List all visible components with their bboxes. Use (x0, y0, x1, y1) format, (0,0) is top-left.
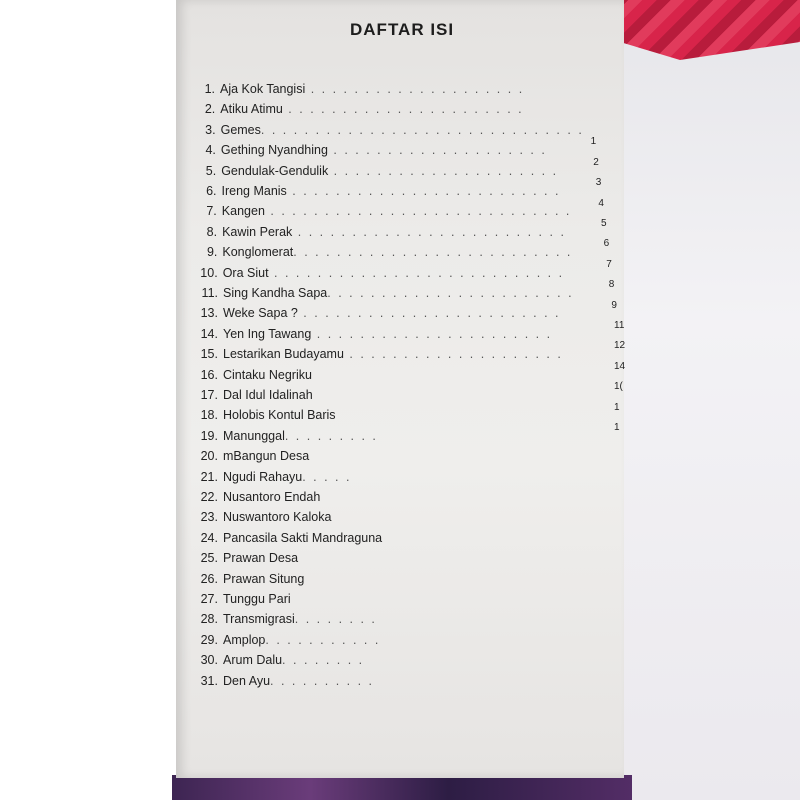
toc-entry-number: 30. (200, 653, 218, 668)
toc-entry (190, 184, 630, 202)
toc-entry-title: Pancasila Sakti Mandraguna (223, 530, 383, 545)
toc-entry-title: Manunggal (223, 428, 285, 443)
toc-entry-title: Nusantoro Endah (223, 490, 321, 504)
toc-entry-leader-dots: . . . . . . . . . . . . . . . . . . . . . . . . . . (293, 245, 573, 260)
toc-entry-title: Transmigrasi (223, 612, 295, 627)
toc-entry-title: Gething Nyandhing (220, 143, 328, 158)
toc-entry-number: 18. (200, 408, 218, 423)
toc-entry-page-number: 6 (603, 238, 610, 250)
toc-entry (190, 245, 630, 263)
toc-entry (191, 449, 631, 467)
toc-entry-title: Atiku Atimu (220, 102, 283, 117)
toc-entry (191, 572, 631, 590)
toc-entry-title: Ora Siut (222, 265, 269, 280)
toc-entry (191, 633, 631, 651)
toc-entry-number: 29. (200, 632, 218, 647)
toc-entry-title: Arum Dalu (223, 653, 283, 668)
toc-entry-page-number: 1( (614, 381, 623, 393)
toc-entry-number: 7. (206, 204, 217, 219)
toc-entry-page-number: 9 (611, 299, 617, 311)
toc-entry-title: Holobis Kontul Baris (223, 408, 336, 423)
toc-entry-number: 25. (200, 551, 218, 566)
toc-entry-leader-dots: . . . . . . . . . (284, 428, 378, 443)
toc-entry (191, 551, 631, 569)
toc-entry (191, 531, 631, 549)
toc-entry-number: 11. (201, 286, 218, 300)
toc-entry-leader-dots: . . . . . . . . . . . . . . . . . . . . (327, 143, 547, 158)
toc-entry-number: 24. (200, 530, 218, 545)
toc-entry-page-number: 1 (590, 136, 597, 148)
toc-entry-title: Den Ayu (223, 673, 271, 688)
toc-entry-title: Kangen (221, 204, 265, 219)
toc-entry-title: Ireng Manis (221, 184, 287, 198)
toc-entry (191, 286, 631, 304)
toc-entry (189, 123, 629, 141)
toc-entry-title: Prawan Situng (223, 571, 305, 586)
toc-entry-leader-dots: . . . . . . . . . . . . . . . . . . . . . . (282, 102, 524, 117)
toc-entry-number: 21. (200, 469, 218, 484)
toc-entry-title: Konglomerat (222, 245, 294, 260)
toc-entry (189, 143, 629, 161)
toc-entry-number: 4. (205, 143, 216, 158)
toc-entry-title: Sing Kandha Sapa (223, 286, 328, 300)
toc-entry-number: 15. (200, 347, 218, 362)
toc-entry-number: 22. (200, 490, 218, 504)
toc-entry-title: Dal Idul Idalinah (223, 388, 313, 402)
toc-entry-number: 17. (200, 388, 218, 402)
toc-entry (191, 368, 631, 386)
toc-entry (188, 102, 628, 120)
toc-entry (191, 388, 631, 406)
toc-entry-number: 13. (200, 306, 218, 321)
toc-entry-leader-dots: . . . . . . . . (282, 653, 365, 668)
toc-entry-leader-dots: . . . . . . . . . . . . . . . . . . . . . . . (327, 286, 574, 300)
toc-entry (191, 592, 631, 610)
toc-entry-page-number: 7 (606, 258, 612, 270)
toc-entry-title: Yen Ing Tawang (223, 326, 312, 341)
toc-entry-title: Amplop (223, 632, 266, 647)
toc-entry (191, 347, 631, 365)
toc-entry (191, 429, 631, 447)
toc-entry-title: Kawin Perak (222, 224, 293, 239)
toc-entry-page-number: 3 (595, 177, 602, 189)
toc-entry-number: 27. (200, 592, 218, 606)
toc-entry-number: 19. (200, 428, 218, 443)
toc-entry-leader-dots: . . . . . . . . . . . . . . . . . . . . . . (311, 326, 553, 341)
toc-entry-number: 31. (200, 673, 218, 688)
toc-entry-leader-dots: . . . . . . . . . . . . . . . . . . . . . . . . . . . (268, 265, 565, 280)
toc-entry-leader-dots: . . . . . . . . . . . . . . . . . . . . . . . . . . . . (264, 204, 572, 219)
toc-entry-page-number: 2 (593, 156, 599, 168)
toc-entry (191, 408, 631, 426)
toc-entry-title: Prawan Desa (223, 551, 299, 566)
toc-entry-page-number: 12 (614, 340, 626, 352)
toc-entry-page-number: 11 (614, 320, 625, 331)
toc-entry-leader-dots: . . . . . . . . . . (270, 673, 375, 688)
toc-entry-title: Aja Kok Tangisi (220, 82, 306, 96)
toc-entry (191, 674, 631, 692)
toc-entry-number: 9. (206, 245, 218, 260)
toc-entry (191, 266, 631, 284)
toc-entry-page-number: 14 (614, 360, 626, 372)
toc-entry-leader-dots: . . . . . . . . . . . . . . . . . . . . . . . . . (286, 184, 561, 198)
toc-entry-title: Gemes (220, 122, 261, 137)
toc-entry (190, 225, 630, 243)
toc-entry-leader-dots: . . . . . . . . . . . . . . . . . . . . (305, 82, 525, 96)
toc-entry-leader-dots: . . . . . . . . . . . . . . . . . . . . . . . . (297, 306, 561, 321)
toc-entry-title: Weke Sapa ? (223, 306, 298, 321)
toc-entry-number: 3. (205, 122, 216, 137)
toc-entry (191, 306, 631, 324)
toc-entry (189, 164, 629, 182)
background-right (622, 0, 800, 800)
toc-entry-number: 26. (200, 571, 218, 586)
toc-entry (191, 327, 631, 345)
toc-entry (191, 653, 631, 671)
toc-entry-title: Gendulak-Gendulik (221, 163, 329, 178)
toc-entry-number: 8. (206, 224, 218, 239)
toc-entry-page-number: 8 (608, 279, 615, 291)
toc-entry-leader-dots: . . . . . (302, 469, 352, 484)
toc-entry-title: Lestarikan Budayamu (223, 347, 344, 362)
toc-entry (191, 612, 631, 630)
toc-entry-leader-dots: . . . . . . . . . . . . . . . . . . . . (343, 347, 563, 362)
toc-entry-page-number: 4 (598, 197, 604, 209)
toc-entry-leader-dots: . . . . . . . . . . . . . . . . . . . . . . . . . . . . . . (260, 122, 584, 137)
toc-entry (188, 82, 628, 100)
toc-entry-page-number: 1 (614, 422, 620, 433)
toc-entry-title: Cintaku Negriku (223, 367, 312, 382)
toc-entry-leader-dots: . . . . . . . . . . . . . . . . . . . . . (328, 163, 559, 178)
toc-entry (191, 470, 631, 488)
toc-entry-page-number: 5 (601, 218, 607, 229)
toc-entry (190, 204, 630, 222)
toc-entry (191, 510, 631, 528)
toc-entry-title: Nuswantoro Kaloka (223, 510, 332, 525)
toc-entry-title: Ngudi Rahayu (223, 469, 303, 484)
toc-entry-number: 10. (200, 265, 218, 280)
page-title: DAFTAR ISI (350, 20, 455, 39)
toc-entry-leader-dots: . . . . . . . . (294, 612, 377, 627)
toc-entry-number: 20. (200, 449, 218, 464)
toc-entry-number: 23. (200, 510, 218, 525)
toc-entry-number: 2. (204, 102, 216, 117)
toc-entry (191, 490, 631, 508)
toc-entry-leader-dots: . . . . . . . . . . . . . . . . . . . . . . . . . (292, 224, 566, 239)
toc-entry-page-number: 1 (614, 401, 620, 413)
toc-entry-number: 5. (205, 163, 217, 178)
background-left (0, 0, 178, 800)
toc-entry-title: mBangun Desa (223, 449, 310, 464)
toc-entry-number: 16. (200, 367, 218, 382)
toc-entry-number: 28. (200, 612, 218, 627)
toc-entry-number: 1. (204, 82, 215, 96)
toc-entry-number: 14. (200, 326, 218, 341)
toc-entry-title: Tunggu Pari (223, 592, 291, 606)
toc-entry-number: 6. (206, 184, 217, 198)
bottom-fabric (172, 775, 632, 800)
toc-entry-leader-dots: . . . . . . . . . . . (265, 632, 381, 647)
